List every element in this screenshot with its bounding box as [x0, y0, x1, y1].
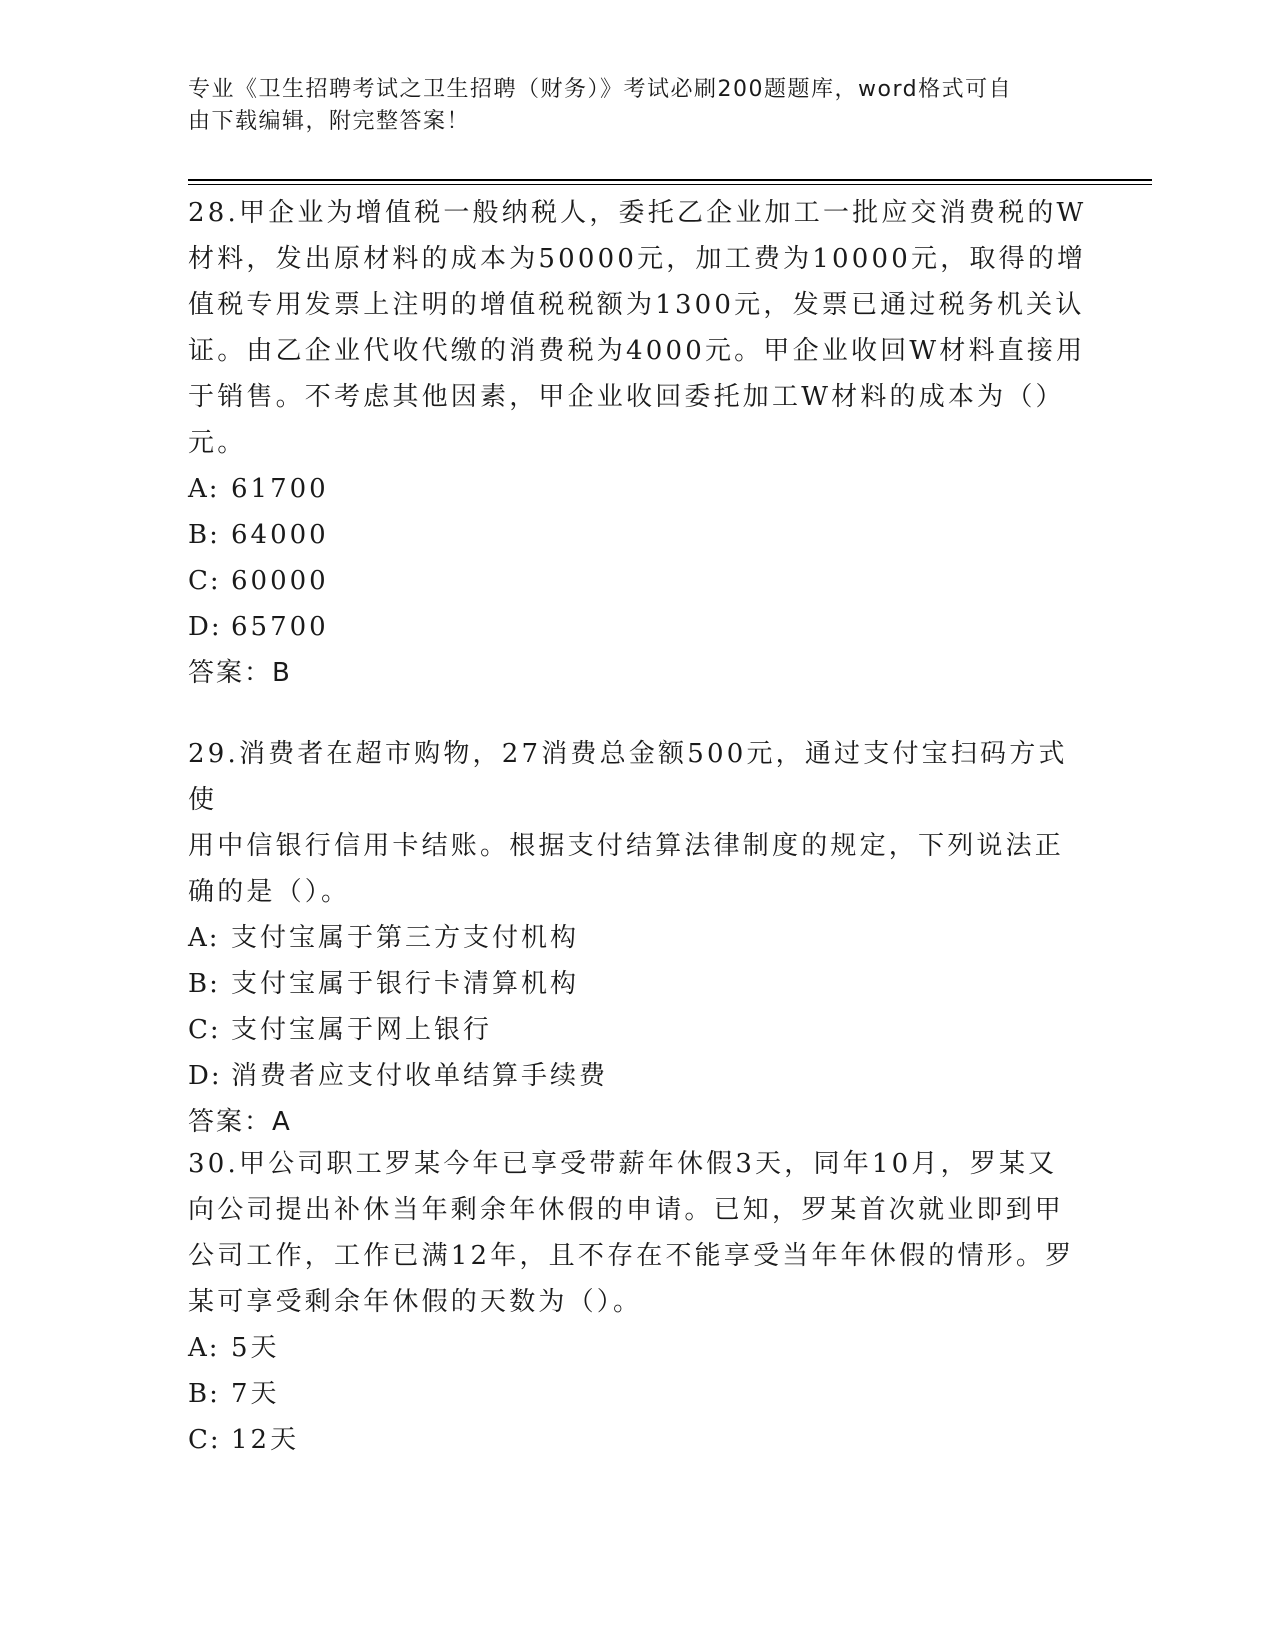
option-a	[188, 1325, 1088, 1371]
header-divider-thin	[188, 184, 1152, 185]
answer-line: 答案：A	[188, 1107, 292, 1137]
option-d	[188, 1053, 1088, 1099]
option-text: 65700	[231, 612, 329, 642]
document-header	[188, 74, 1068, 138]
option-letter: B:	[188, 969, 220, 999]
option-letter: C:	[188, 566, 221, 596]
stem-line: 某可享受剩余年休假的天数为（）。	[188, 1287, 643, 1317]
option-letter: B:	[188, 1379, 220, 1409]
question-30	[188, 1141, 1088, 1463]
option-b	[188, 961, 1088, 1007]
question-stem	[188, 731, 1088, 915]
stem-line: 29.消费者在超市购物，27消费总金额500元，通过支付宝扫码方式使	[188, 739, 1068, 815]
stem-line: 30.甲公司职工罗某今年已享受带薪年休假3天，同年10月，罗某又	[188, 1149, 1058, 1179]
option-text: 消费者应支付收单结算手续费	[231, 1061, 609, 1091]
stem-line: 材料，发出原材料的成本为50000元，加工费为10000元，取得的增	[188, 244, 1087, 274]
option-letter: C:	[188, 1015, 221, 1045]
option-a	[188, 466, 1088, 512]
option-text: 支付宝属于第三方支付机构	[231, 923, 580, 953]
stem-line: 向公司提出补休当年剩余年休假的申请。已知，罗某首次就业即到甲	[188, 1195, 1065, 1225]
option-text: 60000	[231, 566, 329, 596]
option-b	[188, 512, 1088, 558]
option-text: 64000	[231, 520, 329, 550]
option-a	[188, 915, 1088, 961]
answer-line: 答案：B	[188, 658, 292, 688]
option-letter: B:	[188, 520, 220, 550]
stem-line: 确的是（）。	[188, 877, 351, 907]
header-line-1: 专业《卫生招聘考试之卫生招聘（财务）》考试必刷200题题库，word格式可自	[188, 77, 1013, 102]
option-letter: C:	[188, 1425, 221, 1455]
option-text: 61700	[231, 474, 329, 504]
option-letter: A:	[188, 923, 220, 953]
option-letter: A:	[188, 474, 220, 504]
stem-line: 证。由乙企业代收代缴的消费税为4000元。甲企业收回W材料直接用	[188, 336, 1086, 366]
option-list	[188, 915, 1088, 1099]
question-29	[188, 731, 1088, 1145]
option-b	[188, 1371, 1088, 1417]
stem-line: 用中信银行信用卡结账。根据支付结算法律制度的规定，下列说法正	[188, 831, 1065, 861]
option-letter: D:	[188, 1061, 222, 1091]
option-text: 支付宝属于网上银行	[231, 1015, 493, 1045]
stem-line: 值税专用发票上注明的增值税税额为1300元，发票已通过税务机关认	[188, 290, 1085, 320]
option-letter: A:	[188, 1333, 220, 1363]
stem-line: 于销售。不考虑其他因素，甲企业收回委托加工W材料的成本为（）	[188, 382, 1065, 412]
question-stem	[188, 190, 1088, 466]
option-letter: D:	[188, 612, 222, 642]
option-c	[188, 558, 1088, 604]
stem-line: 元。	[188, 428, 247, 458]
header-line-2: 由下载编辑，附完整答案！	[188, 109, 471, 134]
question-stem	[188, 1141, 1088, 1325]
option-text: 5天	[231, 1333, 280, 1363]
stem-line: 公司工作，工作已满12年，且不存在不能享受当年年休假的情形。罗	[188, 1241, 1075, 1271]
option-list	[188, 466, 1088, 650]
header-divider-thick	[188, 179, 1152, 181]
option-d	[188, 604, 1088, 650]
option-text: 12天	[231, 1425, 300, 1455]
option-text: 支付宝属于银行卡清算机构	[231, 969, 580, 999]
stem-line: 28.甲企业为增值税一般纳税人，委托乙企业加工一批应交消费税的W	[188, 198, 1087, 228]
option-text: 7天	[231, 1379, 280, 1409]
option-list	[188, 1325, 1088, 1463]
option-c	[188, 1007, 1088, 1053]
option-c	[188, 1417, 1088, 1463]
question-28	[188, 190, 1088, 696]
